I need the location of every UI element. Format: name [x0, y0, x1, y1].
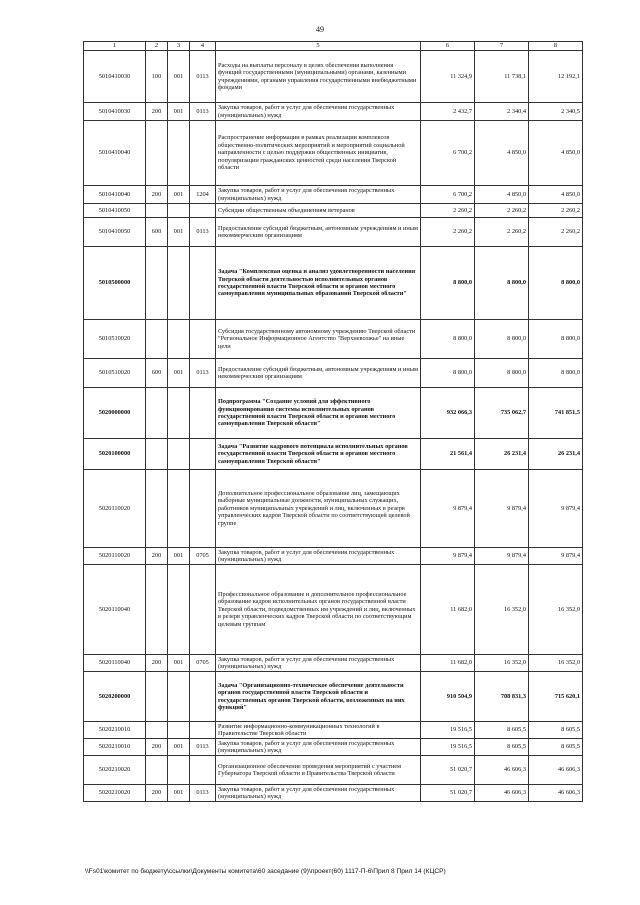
header-cell: 4	[190, 42, 216, 51]
cell-c3	[168, 320, 190, 359]
cell-value-6: 6 700,2	[421, 186, 475, 204]
cell-name: Организационное обеспечение проведения мероприятий с участием Губернатора Тверской области и Правительства Тверской области	[216, 756, 421, 785]
cell-name: Закупка товаров, работ и услуг для обеспечения государственных (муниципальных) нужд	[216, 186, 421, 204]
cell-value-8: 2 340,5	[529, 103, 583, 121]
table-row	[84, 470, 583, 548]
cell-value-7: 8 800,0	[475, 359, 529, 388]
cell-c2	[146, 204, 168, 218]
cell-value-8: 8 800,0	[529, 359, 583, 388]
cell-value-6: 2 432,7	[421, 103, 475, 121]
cell-value-7: 8 800,0	[475, 320, 529, 359]
table-row	[84, 204, 583, 218]
cell-c4: 1204	[190, 186, 216, 204]
cell-c2	[146, 565, 168, 655]
cell-value-7: 9 879,4	[475, 470, 529, 548]
table-row	[84, 51, 583, 103]
budget-table	[83, 41, 583, 802]
cell-c3	[168, 756, 190, 785]
cell-value-6: 8 800,0	[421, 359, 475, 388]
page-number: 49	[316, 25, 324, 34]
cell-value-6: 910 504,9	[421, 672, 475, 722]
cell-name: Закупка товаров, работ и услуг для обеспечения государственных (муниципальных) нужд	[216, 548, 421, 565]
cell-c2: 600	[146, 359, 168, 388]
cell-c2: 200	[146, 103, 168, 121]
header-cell: 1	[84, 42, 146, 51]
table-row	[84, 103, 583, 121]
table-row	[84, 672, 583, 722]
table-row	[84, 655, 583, 672]
cell-c3	[168, 470, 190, 548]
cell-value-7: 735 062,7	[475, 388, 529, 439]
cell-code: 5010500000	[84, 247, 146, 320]
cell-c3	[168, 388, 190, 439]
cell-value-8: 8 605,5	[529, 722, 583, 739]
cell-c2: 200	[146, 548, 168, 565]
cell-c2	[146, 722, 168, 739]
header-cell: 8	[529, 42, 583, 51]
cell-code: 5020100000	[84, 439, 146, 470]
cell-c3	[168, 439, 190, 470]
cell-value-8: 2 260,2	[529, 204, 583, 218]
cell-c4	[190, 247, 216, 320]
cell-value-7: 8 605,5	[475, 722, 529, 739]
cell-value-6: 6 700,2	[421, 121, 475, 186]
cell-c2: 200	[146, 739, 168, 756]
cell-value-8: 46 606,3	[529, 785, 583, 802]
cell-c4: 0113	[190, 739, 216, 756]
cell-code: 5010410040	[84, 186, 146, 204]
cell-code: 5010410030	[84, 103, 146, 121]
cell-code: 5020110020	[84, 548, 146, 565]
cell-c4: 0113	[190, 51, 216, 103]
table-row	[84, 388, 583, 439]
cell-c2	[146, 388, 168, 439]
header-cell: 3	[168, 42, 190, 51]
cell-value-7: 9 879,4	[475, 548, 529, 565]
cell-value-6: 19 516,5	[421, 722, 475, 739]
cell-c2	[146, 672, 168, 722]
cell-c3: 001	[168, 51, 190, 103]
cell-value-8: 2 260,2	[529, 218, 583, 247]
cell-name: Подпрограмма "Создание условий для эффективного функционирования системы исполнительных органов государственной власти Тверской области и органов местного самоуправления Тверской области"	[216, 388, 421, 439]
cell-c3: 001	[168, 548, 190, 565]
cell-value-6: 11 324,9	[421, 51, 475, 103]
cell-c4	[190, 388, 216, 439]
cell-c4: 0705	[190, 655, 216, 672]
header-cell: 6	[421, 42, 475, 51]
cell-value-6: 51 020,7	[421, 756, 475, 785]
cell-value-7: 8 800,0	[475, 247, 529, 320]
header-cell: 5	[216, 42, 421, 51]
cell-code: 5010410040	[84, 121, 146, 186]
cell-name: Задача "Комплексная оценка и анализ удовлетворенности населения Тверской области деятельностью исполнительных органов государственной власти Тверской области и органов местного самоуправления муниципальных образований Тверской области"	[216, 247, 421, 320]
table-row	[84, 439, 583, 470]
cell-c4: 0705	[190, 548, 216, 565]
cell-c4	[190, 439, 216, 470]
cell-c3	[168, 204, 190, 218]
cell-code: 5010410030	[84, 51, 146, 103]
cell-name: Закупка товаров, работ и услуг для обеспечения государственных (муниципальных) нужд	[216, 785, 421, 802]
cell-c4: 0113	[190, 785, 216, 802]
cell-name: Распространение информации в рамках реализации комплексов общественно-политических мероприятий и мероприятий социальной направленности с целью поддержки общественных инициатив, популяризации гражданских ценностей среди населения Тверской области	[216, 121, 421, 186]
cell-code: 5010510020	[84, 320, 146, 359]
cell-c2	[146, 121, 168, 186]
cell-code: 5020110020	[84, 470, 146, 548]
cell-code: 5010510020	[84, 359, 146, 388]
cell-value-6: 9 879,4	[421, 548, 475, 565]
table-row	[84, 722, 583, 739]
cell-c3	[168, 247, 190, 320]
cell-value-6: 8 800,0	[421, 320, 475, 359]
table-row	[84, 218, 583, 247]
cell-value-8: 16 352,0	[529, 565, 583, 655]
table-row	[84, 320, 583, 359]
cell-value-6: 2 260,2	[421, 204, 475, 218]
cell-value-6: 932 066,3	[421, 388, 475, 439]
cell-name: Задача "Развитие кадрового потенциала исполнительных органов государственной власти Тверской области и органов местного самоуправления Тверской области"	[216, 439, 421, 470]
table-row	[84, 565, 583, 655]
cell-c3	[168, 672, 190, 722]
cell-value-8: 715 620,1	[529, 672, 583, 722]
cell-value-7: 2 260,2	[475, 204, 529, 218]
cell-value-7: 2 340,4	[475, 103, 529, 121]
file-path-footer: \\Fs01\комитет по бюджету\ссылки\Документы комитета\60 заседание (9)\проект(60) 1117-П-6\Прил 8 Прил 14 (КЦСР)	[85, 868, 446, 875]
cell-name: Задача "Организационно-техническое обеспечение деятельности органов государственной власти Тверской области и государственных органов Тверской области, возложенных на них функций"	[216, 672, 421, 722]
cell-name: Закупка товаров, работ и услуг для обеспечения государственных (муниципальных) нужд	[216, 739, 421, 756]
cell-value-7: 708 831,3	[475, 672, 529, 722]
cell-value-8: 9 879,4	[529, 470, 583, 548]
header-cell: 7	[475, 42, 529, 51]
table-row	[84, 739, 583, 756]
cell-code: 5010410050	[84, 204, 146, 218]
cell-value-8: 8 605,5	[529, 739, 583, 756]
cell-value-6: 11 682,0	[421, 655, 475, 672]
cell-c2	[146, 470, 168, 548]
cell-name: Профессиональное образование и дополнительное профессиональное образование кадров исполнительных органов государственной власти Тверской области, подведомственных им учреждений и лиц, включенных в резерв управленческих кадров Тверской области по соответствующим целевым группам	[216, 565, 421, 655]
cell-value-6: 11 682,0	[421, 565, 475, 655]
cell-name: Развитие информационно-коммуникационных технологий в Правительстве Тверской области	[216, 722, 421, 739]
cell-value-6: 19 516,5	[421, 739, 475, 756]
cell-c3: 001	[168, 359, 190, 388]
cell-code: 5020000000	[84, 388, 146, 439]
cell-value-6: 8 800,0	[421, 247, 475, 320]
cell-c3: 001	[168, 103, 190, 121]
cell-c3	[168, 565, 190, 655]
cell-c3: 001	[168, 785, 190, 802]
cell-c4	[190, 565, 216, 655]
cell-name: Субсидия государственному автономному учреждению Тверской области "Региональное Информационное Агентство "Верхневолжье" на иные цели	[216, 320, 421, 359]
cell-name: Предоставление субсидий бюджетным, автономным учреждениям и иным некоммерческим организациям	[216, 359, 421, 388]
cell-value-7: 11 738,1	[475, 51, 529, 103]
cell-value-8: 4 850,0	[529, 121, 583, 186]
cell-value-7: 4 850,0	[475, 186, 529, 204]
cell-value-8: 741 851,5	[529, 388, 583, 439]
cell-value-6: 51 020,7	[421, 785, 475, 802]
header-cell: 2	[146, 42, 168, 51]
cell-code: 5020210010	[84, 739, 146, 756]
cell-name: Дополнительное профессиональное образование лиц, замещающих выборные муниципальные должности, муниципальных служащих, работников муниципальных учреждений и лиц, включенных в резерв управленческих кадров Тверской области по соответствующей целевой группе	[216, 470, 421, 548]
cell-c3: 001	[168, 186, 190, 204]
cell-c2: 200	[146, 655, 168, 672]
cell-c4: 0113	[190, 218, 216, 247]
cell-code: 5020210010	[84, 722, 146, 739]
cell-c4	[190, 756, 216, 785]
table-row	[84, 756, 583, 785]
table-row	[84, 548, 583, 565]
cell-name: Закупка товаров, работ и услуг для обеспечения государственных (муниципальных) нужд	[216, 103, 421, 121]
cell-value-7: 26 231,4	[475, 439, 529, 470]
cell-name: Расходы на выплаты персоналу в целях обеспечения выполнения функций государственными (муниципальными) органами, казенными учреждениями, органами управления государственными внебюджетными фондами	[216, 51, 421, 103]
cell-code: 5020210020	[84, 756, 146, 785]
cell-c3	[168, 722, 190, 739]
cell-c2: 100	[146, 51, 168, 103]
cell-value-6: 21 561,4	[421, 439, 475, 470]
cell-c2	[146, 439, 168, 470]
cell-c2	[146, 756, 168, 785]
cell-c4: 0113	[190, 359, 216, 388]
cell-value-7: 2 260,2	[475, 218, 529, 247]
cell-name: Субсидии общественным объединениям ветеранов	[216, 204, 421, 218]
cell-value-7: 46 606,3	[475, 785, 529, 802]
cell-c4	[190, 470, 216, 548]
cell-value-8: 12 192,1	[529, 51, 583, 103]
cell-name: Закупка товаров, работ и услуг для обеспечения государственных (муниципальных) нужд	[216, 655, 421, 672]
cell-code: 5020110040	[84, 655, 146, 672]
cell-value-7: 16 352,0	[475, 655, 529, 672]
cell-code: 5010410050	[84, 218, 146, 247]
cell-value-8: 16 352,0	[529, 655, 583, 672]
cell-c4: 0113	[190, 103, 216, 121]
cell-value-7: 8 605,5	[475, 739, 529, 756]
cell-c2: 200	[146, 186, 168, 204]
table-header-row	[84, 42, 583, 51]
cell-value-7: 46 606,3	[475, 756, 529, 785]
cell-c4	[190, 672, 216, 722]
cell-code: 5020210020	[84, 785, 146, 802]
cell-c3	[168, 121, 190, 186]
table-row	[84, 785, 583, 802]
table-row	[84, 247, 583, 320]
cell-value-8: 4 850,0	[529, 186, 583, 204]
table-row	[84, 121, 583, 186]
cell-value-8: 8 800,0	[529, 247, 583, 320]
cell-code: 5020200000	[84, 672, 146, 722]
cell-c2	[146, 247, 168, 320]
cell-c4	[190, 722, 216, 739]
cell-c2: 200	[146, 785, 168, 802]
cell-c4	[190, 204, 216, 218]
cell-value-6: 9 879,4	[421, 470, 475, 548]
cell-value-7: 4 850,0	[475, 121, 529, 186]
cell-value-8: 8 800,0	[529, 320, 583, 359]
cell-c3: 001	[168, 739, 190, 756]
table-row	[84, 359, 583, 388]
cell-c3: 001	[168, 218, 190, 247]
cell-c4	[190, 320, 216, 359]
cell-c2	[146, 320, 168, 359]
cell-value-8: 9 879,4	[529, 548, 583, 565]
cell-c2: 600	[146, 218, 168, 247]
cell-c4	[190, 121, 216, 186]
cell-name: Предоставление субсидий бюджетным, автономным учреждениям и иным некоммерческим организациям	[216, 218, 421, 247]
cell-c3: 001	[168, 655, 190, 672]
cell-value-6: 2 260,2	[421, 218, 475, 247]
cell-value-8: 46 606,3	[529, 756, 583, 785]
cell-value-8: 26 231,4	[529, 439, 583, 470]
cell-value-7: 16 352,0	[475, 565, 529, 655]
table-row	[84, 186, 583, 204]
cell-code: 5020110040	[84, 565, 146, 655]
